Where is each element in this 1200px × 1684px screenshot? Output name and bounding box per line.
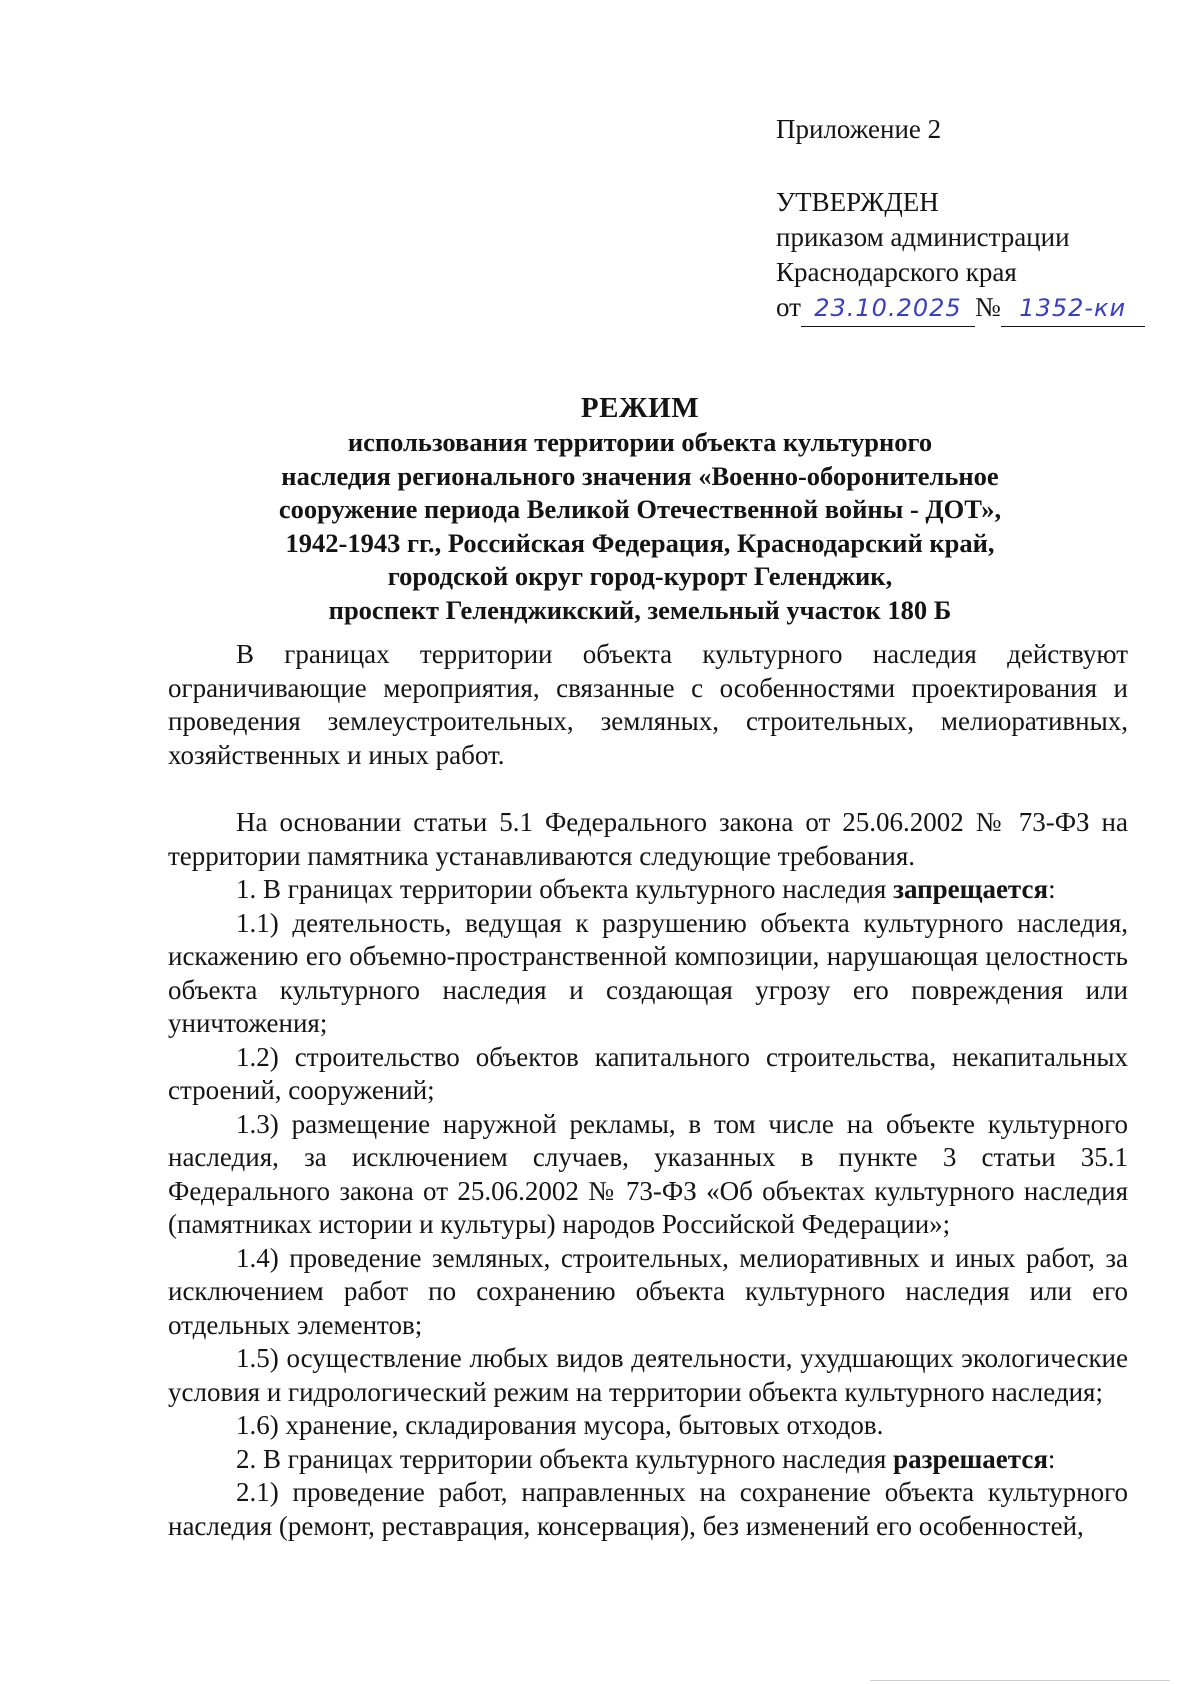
title-main: РЕЖИМ xyxy=(580,392,700,424)
approved-label: УТВЕРЖДЕН xyxy=(776,187,939,217)
section-2-keyword: разрешается xyxy=(893,1443,1048,1474)
page-edge-line xyxy=(870,1680,1170,1681)
item-1-1: 1.1) деятельность, ведущая к разрушению объекта культурного наследия, искажению его объемно-пространственной композиции, нарушающая целостность объекта культурного наследия и создающая угрозу его повреждения или уничтожения; xyxy=(168,907,1128,1038)
section-2-heading xyxy=(168,1443,1128,1477)
title-line: проспект Геленджикский, земельный участок 180 Б xyxy=(328,594,952,625)
basis-paragraph: На основании статьи 5.1 Федерального закона от 25.06.2002 № 73-ФЗ на территории памятника устанавливаются следующие требования. xyxy=(168,807,1128,871)
document-title xyxy=(140,390,1140,627)
title-line: сооружение периода Великой Отечественной войны - ДОТ», xyxy=(278,494,1002,524)
title-line: 1942-1943 гг., Российская Федерация, Краснодарский край, xyxy=(285,527,995,558)
item-1-5: 1.5) осуществление любых видов деятельности, ухудшающих экологические условия и гидрологический режим на территории объекта культурного наследия; xyxy=(168,1343,1128,1407)
appendix-label: Приложение 2 xyxy=(776,114,942,144)
spacer xyxy=(776,147,1176,185)
region-label: Краснодарского края xyxy=(776,257,1017,287)
item-1-2: 1.2) строительство объектов капитального строительства, некапитальных строений, сооружений; xyxy=(168,1041,1128,1105)
intro-paragraph: В границах территории объекта культурного наследия действуют ограничивающие мероприятия, связанные с особенностями проектирования и проведения землеустроительных, земляных, строительных, мелиоративных, хозяйственных и иных работ. xyxy=(168,639,1128,770)
item-1-3: 1.3) размещение наружной рекламы, в том числе на объекте культурного наследия, за исключением случаев, указанных в пункте 3 статьи 35.1 Федерального закона от 25.06.2002 № 73-ФЗ «Об объектах культурного наследия (памятниках истории и культуры) народов Российской Федерации»; xyxy=(168,1108,1128,1239)
item-2-1: 2.1) проведение работ, направленных на сохранение объекта культурного наследия (ремонт, реставрация, консервация), без изменений его особенностей, xyxy=(168,1477,1128,1541)
date-prefix: от xyxy=(776,292,801,322)
approval-stamp-block xyxy=(776,112,1176,327)
section-1-keyword: запрещается xyxy=(893,874,1049,904)
handwritten-number: 1352-ки xyxy=(1001,291,1145,327)
title-line: использования территории объекта культурного xyxy=(347,427,933,457)
title-subtitle xyxy=(140,426,1140,627)
section-2-suffix: : xyxy=(1047,1443,1056,1474)
handwritten-date: 23.10.2025 xyxy=(801,291,975,327)
title-line: наследия регионального значения «Военно-оборонительное xyxy=(281,460,999,491)
document-body xyxy=(168,638,1128,1543)
item-1-4: 1.4) проведение земляных, строительных, мелиоративных и иных работ, за исключением работ по сохранению объекта культурного наследия или его отдельных элементов; xyxy=(168,1242,1128,1340)
title-line: городской округ город-курорт Геленджик, xyxy=(387,561,893,591)
number-sign: № xyxy=(974,292,1001,322)
item-1-6: 1.6) хранение, складирования мусора, бытовых отходов. xyxy=(236,1410,884,1440)
section-1-prefix: 1. В границах территории объекта культурного наследия xyxy=(236,874,894,904)
section-2-prefix: 2. В границах территории объекта культурного наследия xyxy=(236,1443,894,1474)
order-label: приказом администрации xyxy=(776,222,1070,252)
order-date-number xyxy=(776,290,1176,327)
section-1-suffix: : xyxy=(1048,874,1056,904)
section-1-heading xyxy=(168,873,1128,907)
